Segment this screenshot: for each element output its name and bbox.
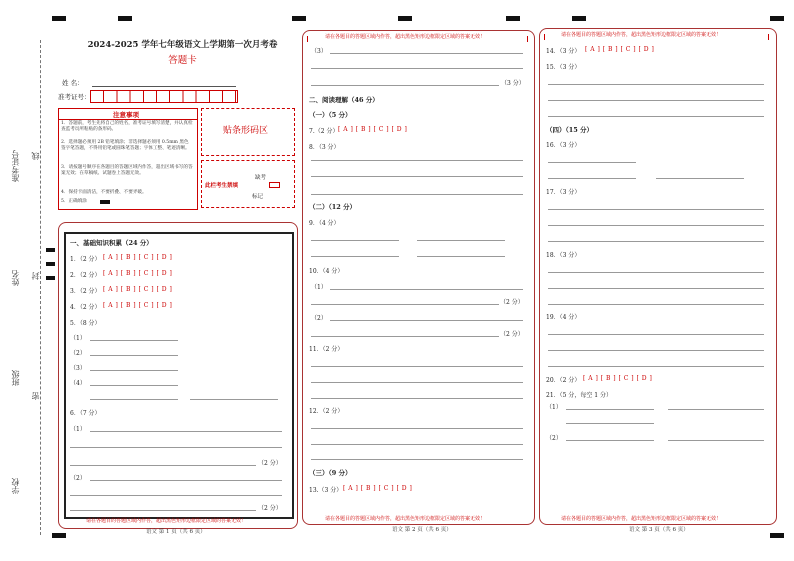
notice-item: 1．答题前，考生先将自己的姓名，准考证号填写清楚，并认真检查监考员所粘贴的条形码。 xyxy=(61,121,193,133)
answer-line[interactable] xyxy=(90,385,178,386)
answer-line[interactable] xyxy=(311,444,523,445)
answer-line[interactable] xyxy=(548,178,636,179)
registration-mark xyxy=(52,533,66,538)
answer-line[interactable] xyxy=(548,304,764,305)
answer-line[interactable] xyxy=(548,100,764,101)
registration-mark xyxy=(398,16,412,21)
page-number-2: 语文 第 2 页（共 6 页） xyxy=(392,527,452,533)
boundary-notice-footer-2: 请在各题目的答题区域内作答，超出黑色矩形边框限定区域的答案无效！ xyxy=(325,516,486,522)
answer-line[interactable] xyxy=(311,194,523,195)
q4-label: 4．（2 分） xyxy=(70,304,101,311)
answer-line[interactable] xyxy=(548,84,764,85)
page-number-3: 语文 第 3 页（共 6 页） xyxy=(629,527,689,533)
reading-part-4: （四）（15 分） xyxy=(546,126,594,134)
page-title: 2024-2025 学年七年级语文上学期第一次月考卷 xyxy=(87,40,278,50)
answer-line[interactable] xyxy=(311,240,399,241)
answer-line[interactable] xyxy=(311,398,523,399)
q6-sub2-score: （2 分） xyxy=(258,505,282,512)
reading-part-2: （二）（12 分） xyxy=(309,203,357,211)
notice-item: 3．请按题号顺序在各题目的答题区域内作答，超出区域书写的答案无效；在草稿纸、试题卷上答题无效。 xyxy=(61,165,193,177)
answer-line[interactable] xyxy=(90,370,178,371)
answer-line[interactable] xyxy=(311,304,499,305)
q5-sub1: （1） xyxy=(70,335,86,342)
binding-class: 班级 xyxy=(11,370,20,386)
q11-label: 11．（2 分） xyxy=(309,346,344,353)
answer-line[interactable] xyxy=(311,160,523,161)
notice-item: 5．正确填涂 xyxy=(61,199,87,204)
col2-sub3-score: （3 分） xyxy=(501,80,525,87)
q10-sub1-score: （2 分） xyxy=(500,299,524,306)
answer-line[interactable] xyxy=(330,320,523,321)
answer-line[interactable] xyxy=(548,116,764,117)
q1-label: 1．（2 分） xyxy=(70,256,101,263)
answer-line[interactable] xyxy=(90,340,178,341)
answer-line[interactable] xyxy=(417,240,505,241)
answer-line[interactable] xyxy=(656,178,744,179)
answer-line[interactable] xyxy=(311,256,399,257)
corner-tick xyxy=(544,34,545,40)
q16-label: 16．（3 分） xyxy=(546,142,581,149)
q17-label: 17．（3 分） xyxy=(546,189,581,196)
barcode-label: 贴条形码区 xyxy=(223,126,269,136)
filled-bubble-sample xyxy=(100,200,110,204)
q19-label: 19．（4 分） xyxy=(546,314,581,321)
corner-tick xyxy=(768,34,769,40)
q7-options[interactable]: [ A ] [ B ] [ C ] [ D ] xyxy=(338,126,408,133)
name-label: 姓 名： xyxy=(62,79,84,87)
q21-sub1: （1） xyxy=(546,404,562,411)
answer-line[interactable] xyxy=(90,480,282,481)
name-field[interactable] xyxy=(92,86,236,87)
q2-options[interactable]: [ A ] [ B ] [ C ] [ D ] xyxy=(103,270,173,277)
q18-label: 18．（3 分） xyxy=(546,252,581,259)
answer-line[interactable] xyxy=(311,336,499,337)
q5-sub4: （4） xyxy=(70,380,86,387)
answer-line[interactable] xyxy=(548,334,764,335)
q13-label: 13.（3 分） xyxy=(309,487,343,494)
boundary-notice-footer-1: 请在各题目的答题区域内作答，超出黑色矩形边框限定区域的答案无效！ xyxy=(86,518,247,524)
notice-item: 2．选择题必须用 2B 铅笔填涂；非选择题必须用 0.5mm 黑色签字笔答题，不得用铅笔或圆珠笔答题；字体工整、笔迹清晰。 xyxy=(61,140,190,152)
q15-label: 15．（3 分） xyxy=(546,64,581,71)
q10-label: 10．（4 分） xyxy=(309,268,344,275)
q10-sub1: （1） xyxy=(311,284,327,291)
answer-panel-2 xyxy=(302,30,535,525)
q2-label: 2．（2 分） xyxy=(70,272,101,279)
answer-line[interactable] xyxy=(668,440,764,441)
q21-label: 21．（5 分，每空 1 分） xyxy=(546,392,612,399)
binding-school: 学校 xyxy=(11,478,20,494)
binding-xian: 线 xyxy=(31,152,40,160)
binding-feng: 封 xyxy=(31,272,40,280)
answer-line[interactable] xyxy=(548,366,764,367)
reading-part-1: （一）（5 分） xyxy=(309,111,352,119)
binding-name: 姓名 xyxy=(11,270,20,286)
q6-sub1: （1） xyxy=(70,426,86,433)
answer-line[interactable] xyxy=(548,350,764,351)
answer-line[interactable] xyxy=(548,225,764,226)
registration-mark xyxy=(46,276,55,280)
q14-label: 14．（3 分） xyxy=(546,48,581,55)
answer-line[interactable] xyxy=(70,495,282,496)
q20-label: 20．（2 分） xyxy=(546,377,581,384)
q5-sub3: （3） xyxy=(70,365,86,372)
answer-line[interactable] xyxy=(566,409,654,410)
answer-line[interactable] xyxy=(311,366,523,367)
q10-sub2: （2） xyxy=(311,315,327,322)
exam-id-label: 准考证号： xyxy=(58,93,91,101)
q8-label: 8．（3 分） xyxy=(309,144,340,151)
q14-options[interactable]: [ A ] [ B ] [ C ] [ D ] xyxy=(585,46,655,53)
corner-tick xyxy=(527,36,528,42)
absent-label-1: 缺考 xyxy=(255,175,267,181)
answer-line[interactable] xyxy=(311,176,523,177)
registration-mark xyxy=(770,16,784,21)
answer-line[interactable] xyxy=(417,256,505,257)
registration-mark xyxy=(52,16,66,21)
q6-sub2: （2） xyxy=(70,475,86,482)
reading-part-3: （三）（9 分） xyxy=(309,469,352,477)
boundary-notice-footer-3: 请在各题目的答题区域内作答，超出黑色矩形边框限定区域的答案无效！ xyxy=(561,516,722,522)
answer-panel-3 xyxy=(539,28,777,525)
answer-line[interactable] xyxy=(90,355,178,356)
boundary-notice-header-2: 请在各题目的答题区域内作答，超出黑色矩形边框限定区域的答案无效！ xyxy=(325,34,486,40)
answer-line[interactable] xyxy=(311,68,523,69)
answer-line[interactable] xyxy=(311,459,523,460)
absent-mark-box[interactable] xyxy=(269,182,280,188)
answer-line[interactable] xyxy=(70,510,256,511)
answer-line[interactable] xyxy=(90,431,282,432)
page-number-1: 语文 第 1 页（共 6 页） xyxy=(146,529,206,535)
binding-line xyxy=(40,40,41,535)
boundary-notice-header-3: 请在各题目的答题区域内作答，超出黑色矩形边框限定区域的答案无效！ xyxy=(561,32,722,38)
q5-label: 5．（8 分） xyxy=(70,320,101,327)
answer-line[interactable] xyxy=(548,288,764,289)
answer-line[interactable] xyxy=(668,409,764,410)
answer-line[interactable] xyxy=(70,465,256,466)
absent-notice: 此栏考生禁填 xyxy=(205,183,239,189)
corner-tick xyxy=(307,36,308,42)
answer-line[interactable] xyxy=(566,423,654,424)
page-subtitle: 答题卡 xyxy=(168,55,197,66)
q20-options[interactable]: [ A ] [ B ] [ C ] [ D ] xyxy=(583,375,653,382)
answer-line[interactable] xyxy=(190,399,278,400)
registration-mark xyxy=(506,16,520,21)
notice-divider xyxy=(58,119,197,120)
answer-line[interactable] xyxy=(548,241,764,242)
q3-label: 3．（2 分） xyxy=(70,288,101,295)
registration-mark xyxy=(46,248,55,252)
q6-label: 6．（7 分） xyxy=(70,410,101,417)
registration-mark xyxy=(770,533,784,538)
answer-line[interactable] xyxy=(70,447,282,448)
registration-mark xyxy=(46,262,55,266)
binding-exam-no: 准考证号 xyxy=(11,150,20,182)
answer-line[interactable] xyxy=(330,53,523,54)
answer-line[interactable] xyxy=(90,399,178,400)
q21-sub2: （2） xyxy=(546,435,562,442)
q9-label: 9．（4 分） xyxy=(309,220,340,227)
answer-line[interactable] xyxy=(548,209,764,210)
answer-line[interactable] xyxy=(311,428,523,429)
answer-line[interactable] xyxy=(311,85,499,86)
q12-label: 12．（2 分） xyxy=(309,408,344,415)
answer-line[interactable] xyxy=(548,272,764,273)
answer-line[interactable] xyxy=(330,289,523,290)
q10-sub2-score: （2 分） xyxy=(500,331,524,338)
binding-mi: 密 xyxy=(31,392,40,400)
registration-mark xyxy=(292,16,306,21)
section-basic: 一、基础知识积累（24 分） xyxy=(70,239,153,247)
q3-options[interactable]: [ A ] [ B ] [ C ] [ D ] xyxy=(103,286,173,293)
section-reading: 二、阅读理解（46 分） xyxy=(309,96,379,104)
q1-options[interactable]: [ A ] [ B ] [ C ] [ D ] xyxy=(103,254,173,261)
answer-line[interactable] xyxy=(566,440,654,441)
q6-sub1-score: （2 分） xyxy=(258,460,282,467)
q5-sub2: （2） xyxy=(70,350,86,357)
answer-line[interactable] xyxy=(548,162,636,163)
notice-item: 4．保持卡面清洁，不要折叠、不要弄破。 xyxy=(61,190,147,195)
col2-sub3: （3） xyxy=(311,48,327,55)
q4-options[interactable]: [ A ] [ B ] [ C ] [ D ] xyxy=(103,302,173,309)
registration-mark xyxy=(572,16,586,21)
registration-mark xyxy=(118,16,132,21)
q7-label: 7.（2 分） xyxy=(309,128,339,135)
exam-id-field[interactable] xyxy=(90,90,238,103)
absent-label-2: 标记 xyxy=(252,194,264,200)
answer-line[interactable] xyxy=(311,382,523,383)
notice-title: 注意事项 xyxy=(113,111,139,119)
q13-options[interactable]: [ A ] [ B ] [ C ] [ D ] xyxy=(343,485,413,492)
